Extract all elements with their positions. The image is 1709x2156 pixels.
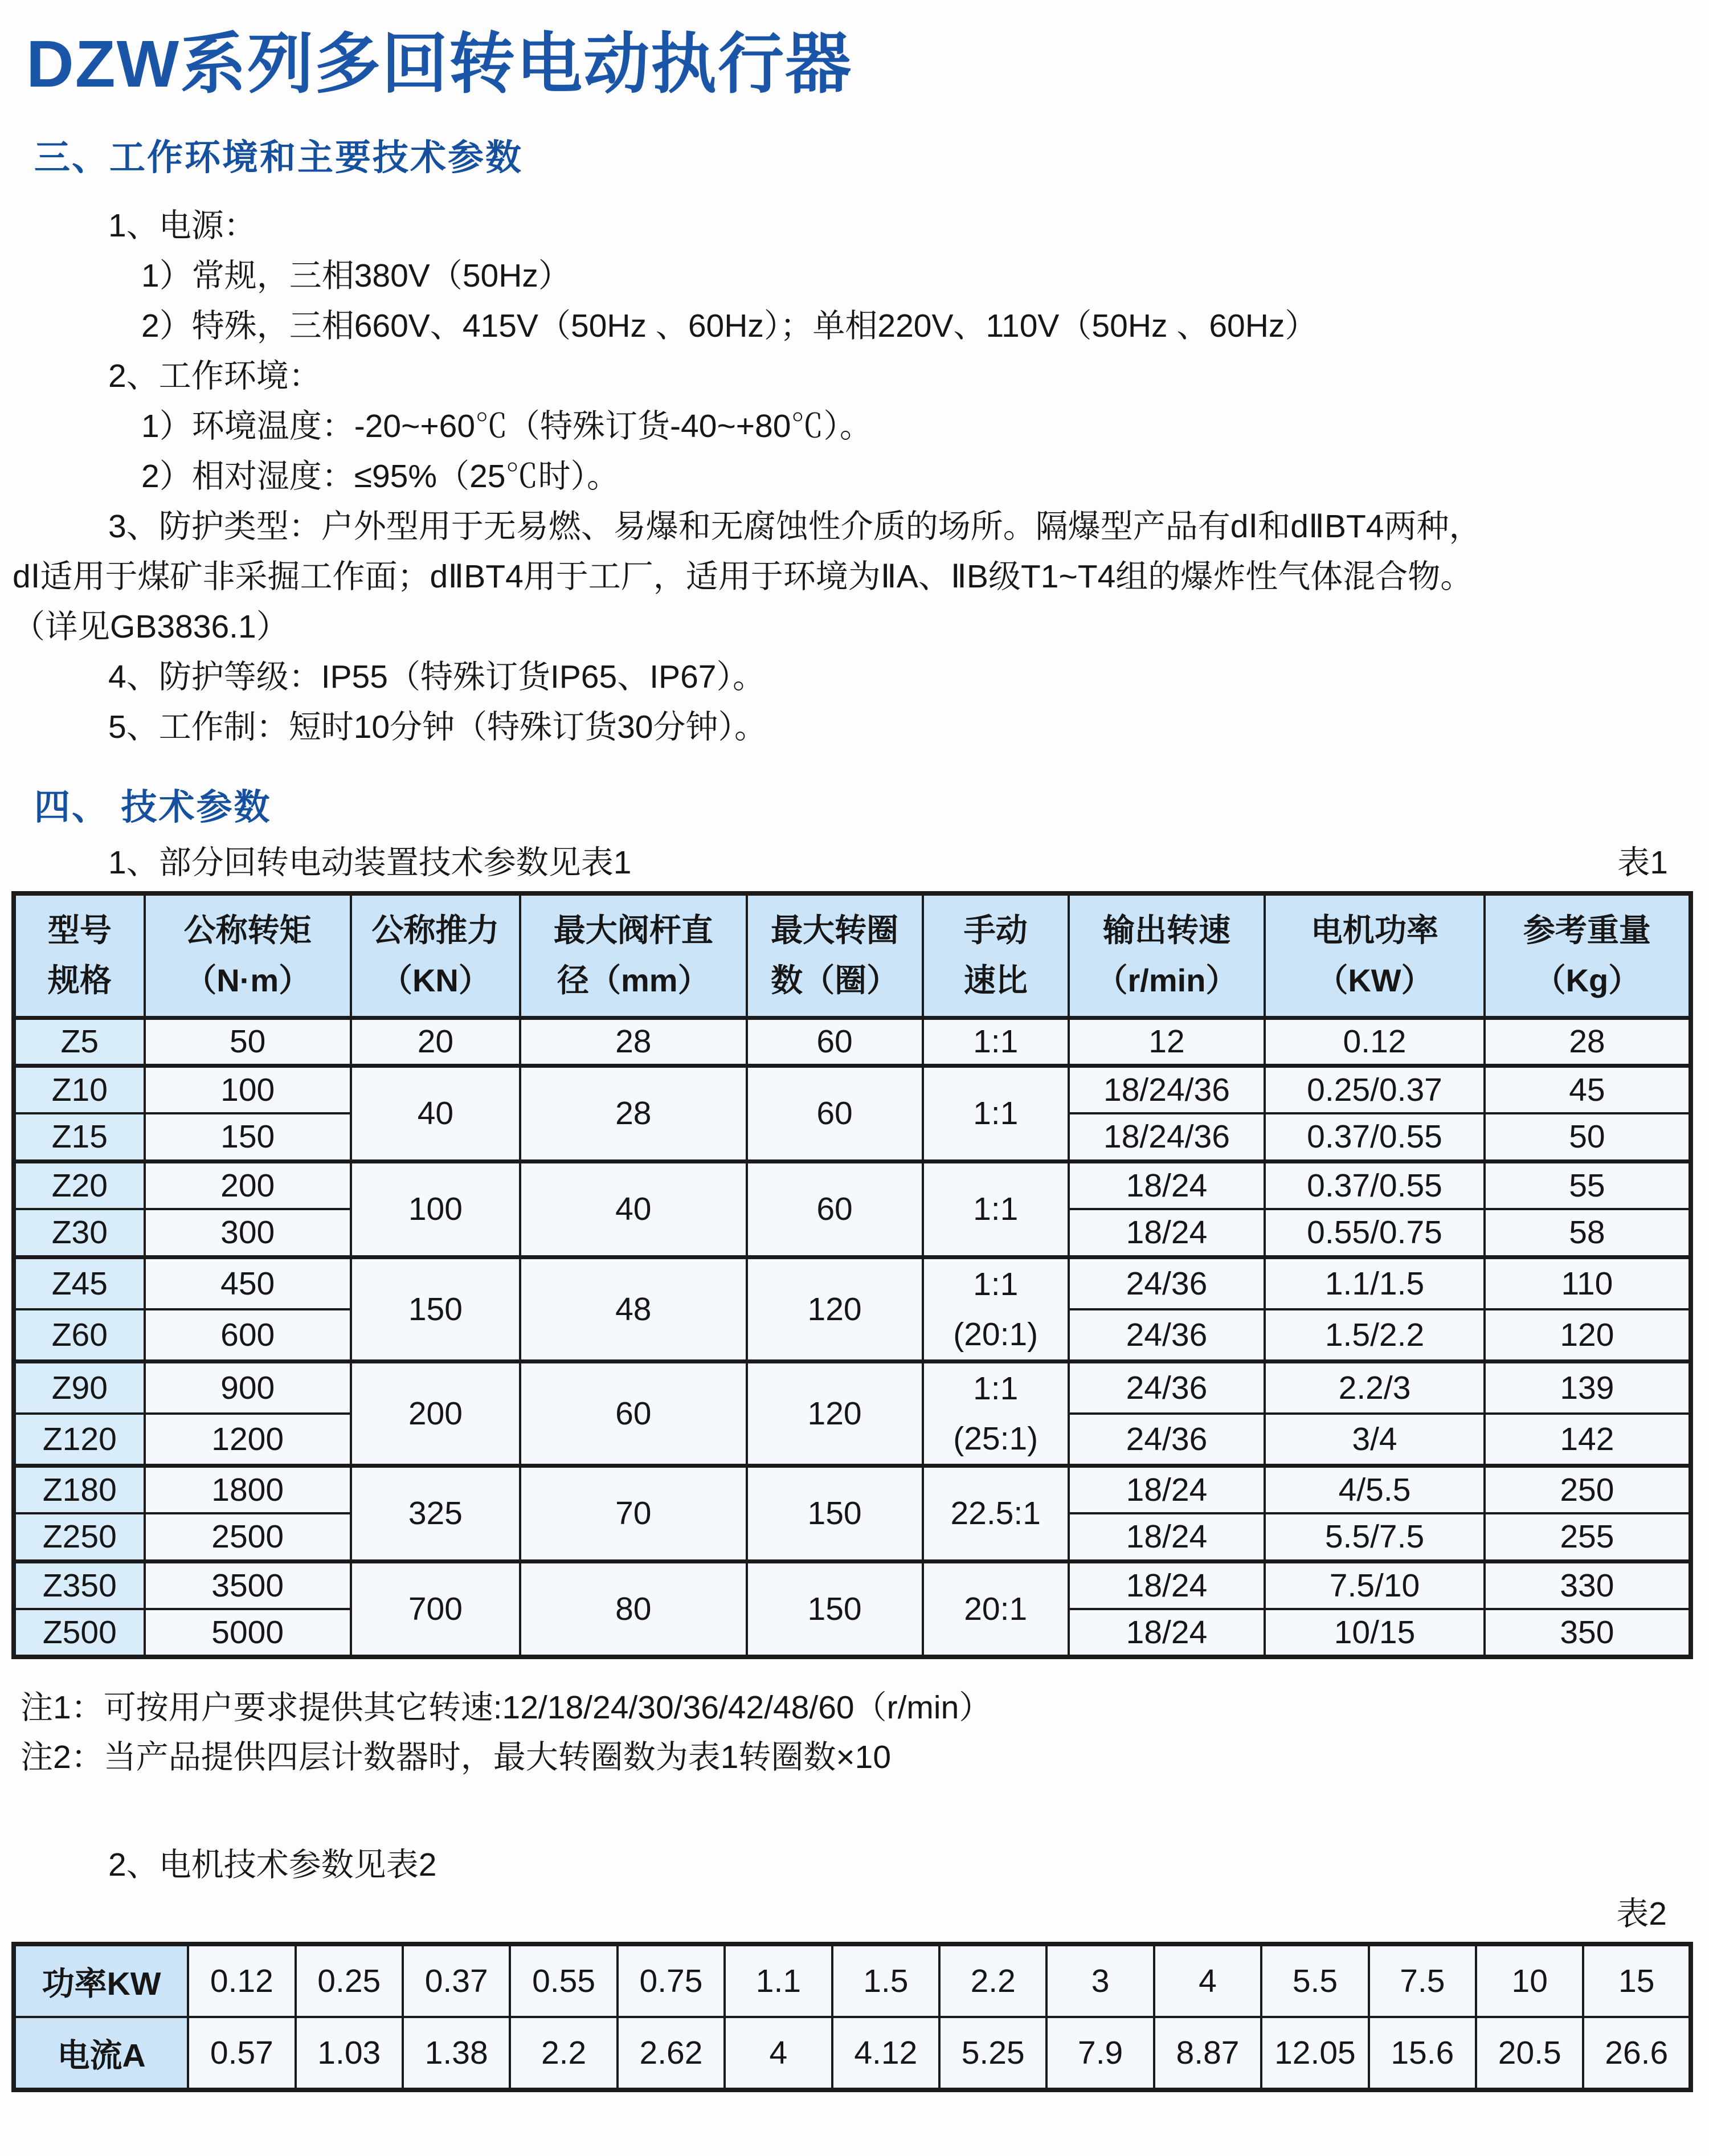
cell-g350500-ratio: 20:1 xyxy=(923,1561,1069,1657)
cell-z10-speed: 18/24/36 xyxy=(1069,1065,1265,1113)
cell-z30-model: Z30 xyxy=(14,1209,145,1257)
t1-header-stem-diameter: 最大阀杆直 径（mm） xyxy=(520,893,746,1018)
t2-power-value: 4 xyxy=(1154,1944,1261,2017)
cell-g90120-ratio xyxy=(923,1361,1069,1465)
cell-z45-weight: 110 xyxy=(1485,1257,1691,1309)
cell-z60-speed: 24/36 xyxy=(1069,1309,1265,1362)
cell-z20-speed: 18/24 xyxy=(1069,1161,1265,1209)
paragraph-line: 5、工作制：短时10分钟（特殊订货30分钟）。 xyxy=(108,709,767,745)
cell-z45-torque: 450 xyxy=(145,1257,351,1309)
table1 xyxy=(11,891,1693,1659)
table1-intro: 1、部分回转电动装置技术参数见表1 xyxy=(108,844,632,881)
cell-g180250-ratio: 22.5:1 xyxy=(923,1465,1069,1561)
cell-z90-speed: 24/36 xyxy=(1069,1361,1265,1414)
cell-z5-ratio: 1:1 xyxy=(923,1018,1069,1065)
paragraph-line: 2）相对湿度：≤95%（25℃时）。 xyxy=(141,458,619,495)
cell-g90120-turns: 120 xyxy=(747,1361,923,1465)
cell-z30-torque: 300 xyxy=(145,1209,351,1257)
paragraph-line: 2、工作环境： xyxy=(108,358,321,394)
t1-header-motor-power: 电机功率 （KW） xyxy=(1265,893,1485,1018)
cell-z120-power: 3/4 xyxy=(1265,1414,1485,1466)
t2-power-value: 0.37 xyxy=(403,1944,510,2017)
cell-z20-model: Z20 xyxy=(14,1161,145,1209)
t2-power-value: 0.55 xyxy=(510,1944,617,2017)
t2-power-value: 5.5 xyxy=(1261,1944,1368,2017)
cell-g4560-stem: 48 xyxy=(520,1257,746,1361)
cell-z250-torque: 2500 xyxy=(145,1513,351,1561)
cell-z90-model: Z90 xyxy=(14,1361,145,1414)
cell-z180-speed: 18/24 xyxy=(1069,1465,1265,1513)
cell-z250-power: 5.5/7.5 xyxy=(1265,1513,1485,1561)
t2-current-value: 7.9 xyxy=(1046,2017,1154,2090)
paragraph-line: 3、防护类型：户外型用于无易燃、易爆和无腐蚀性介质的场所。隔爆型产品有dⅠ和dⅡBT4两种， xyxy=(108,508,1482,545)
cell-z250-speed: 18/24 xyxy=(1069,1513,1265,1561)
cell-z500-weight: 350 xyxy=(1485,1609,1691,1657)
t1-header-max-turns: 最大转圈 数（圈） xyxy=(747,893,923,1018)
t2-power-value: 0.12 xyxy=(188,1944,295,2017)
cell-z500-model: Z500 xyxy=(14,1609,145,1657)
t2-current-value: 15.6 xyxy=(1369,2017,1476,2090)
cell-z10-weight: 45 xyxy=(1485,1065,1691,1113)
cell-g4560-thrust: 150 xyxy=(351,1257,520,1361)
t2-power-value: 3 xyxy=(1046,1944,1154,2017)
table-row-z20 xyxy=(14,1161,1691,1209)
cell-g4560-turns: 120 xyxy=(747,1257,923,1361)
cell-z15-speed: 18/24/36 xyxy=(1069,1113,1265,1161)
table1-caption: 表1 xyxy=(1617,844,1668,881)
cell-z250-weight: 255 xyxy=(1485,1513,1691,1561)
table-row-z45 xyxy=(14,1257,1691,1309)
ratio-line-1: 1:1 xyxy=(973,1265,1019,1302)
cell-z350-model: Z350 xyxy=(14,1561,145,1609)
cell-z350-torque: 3500 xyxy=(145,1561,351,1609)
t2-power-value: 1.1 xyxy=(725,1944,832,2017)
cell-g350500-thrust: 700 xyxy=(351,1561,520,1657)
cell-z30-power: 0.55/0.75 xyxy=(1265,1209,1485,1257)
t2-power-value: 15 xyxy=(1583,1944,1691,2017)
t2-current-value: 1.03 xyxy=(296,2017,403,2090)
cell-z10-model: Z10 xyxy=(14,1065,145,1113)
cell-z120-torque: 1200 xyxy=(145,1414,351,1466)
cell-z180-power: 4/5.5 xyxy=(1265,1465,1485,1513)
cell-z5-model: Z5 xyxy=(14,1018,145,1065)
paragraph-line: 4、防护等级：IP55（特殊订货IP65、IP67）。 xyxy=(108,659,765,695)
cell-z90-torque: 900 xyxy=(145,1361,351,1414)
t2-current-value: 26.6 xyxy=(1583,2017,1691,2090)
cell-z120-model: Z120 xyxy=(14,1414,145,1466)
cell-z5-torque: 50 xyxy=(145,1018,351,1065)
table2-power-row xyxy=(14,1944,1691,2017)
cell-z90-weight: 139 xyxy=(1485,1361,1691,1414)
cell-z30-speed: 18/24 xyxy=(1069,1209,1265,1257)
t2-power-value: 10 xyxy=(1476,1944,1583,2017)
cell-z15-model: Z15 xyxy=(14,1113,145,1161)
page-title: DZW系列多回转电动执行器 xyxy=(26,27,853,101)
cell-z45-speed: 24/36 xyxy=(1069,1257,1265,1309)
note-2: 注2：当产品提供四层计数器时，最大转圈数为表1转圈数×10 xyxy=(21,1739,892,1775)
t2-current-value: 12.05 xyxy=(1261,2017,1368,2090)
cell-g1015-thrust: 40 xyxy=(351,1065,520,1161)
t2-current-value: 4.12 xyxy=(832,2017,939,2090)
t1-header-manual-ratio: 手动 速比 xyxy=(923,893,1069,1018)
cell-z250-model: Z250 xyxy=(14,1513,145,1561)
cell-g350500-turns: 150 xyxy=(747,1561,923,1657)
t1-header-torque: 公称转矩 （N·m） xyxy=(145,893,351,1018)
cell-z120-speed: 24/36 xyxy=(1069,1414,1265,1466)
t2-power-value: 0.25 xyxy=(296,1944,403,2017)
paragraph-line: （详见GB3836.1） xyxy=(13,609,289,645)
section3-heading: 三、工作环境和主要技术参数 xyxy=(34,138,523,178)
cell-z180-model: Z180 xyxy=(14,1465,145,1513)
t2-current-value: 1.38 xyxy=(403,2017,510,2090)
table-row-z180 xyxy=(14,1465,1691,1513)
cell-z350-speed: 18/24 xyxy=(1069,1561,1265,1609)
cell-g350500-stem: 80 xyxy=(520,1561,746,1657)
paragraph-line: 1、电源： xyxy=(108,207,256,244)
cell-z5-speed: 12 xyxy=(1069,1018,1265,1065)
cell-z20-weight: 55 xyxy=(1485,1161,1691,1209)
table2-current-row xyxy=(14,2017,1691,2090)
t2-power-value: 7.5 xyxy=(1369,1944,1476,2017)
cell-z20-torque: 200 xyxy=(145,1161,351,1209)
cell-z5-power: 0.12 xyxy=(1265,1018,1485,1065)
t1-header-model: 型号 规格 xyxy=(14,893,145,1018)
cell-z60-torque: 600 xyxy=(145,1309,351,1362)
cell-z500-torque: 5000 xyxy=(145,1609,351,1657)
table1-header-row xyxy=(14,893,1691,1018)
table-row-z10 xyxy=(14,1065,1691,1113)
paragraph-line: 1）环境温度：-20~+60℃（特殊订货-40~+80℃）。 xyxy=(141,408,872,444)
cell-g4560-ratio xyxy=(923,1257,1069,1361)
t2-power-value: 0.75 xyxy=(618,1944,725,2017)
cell-z500-power: 10/15 xyxy=(1265,1609,1485,1657)
t2-current-value: 0.57 xyxy=(188,2017,295,2090)
cell-g2030-stem: 40 xyxy=(520,1161,746,1257)
t2-power-label: 功率KW xyxy=(14,1944,188,2017)
cell-g1015-turns: 60 xyxy=(747,1065,923,1161)
t2-current-value: 4 xyxy=(725,2017,832,2090)
cell-z60-weight: 120 xyxy=(1485,1309,1691,1362)
ratio-line-1: 1:1 xyxy=(973,1370,1019,1407)
cell-g2030-ratio: 1:1 xyxy=(923,1161,1069,1257)
cell-z5-turns: 60 xyxy=(747,1018,923,1065)
cell-z350-power: 7.5/10 xyxy=(1265,1561,1485,1609)
cell-g180250-turns: 150 xyxy=(747,1465,923,1561)
table-row-z350 xyxy=(14,1561,1691,1609)
t2-current-label: 电流A xyxy=(14,2017,188,2090)
cell-z10-torque: 100 xyxy=(145,1065,351,1113)
cell-z120-weight: 142 xyxy=(1485,1414,1691,1466)
cell-z350-weight: 330 xyxy=(1485,1561,1691,1609)
t2-current-value: 2.62 xyxy=(618,2017,725,2090)
t1-header-ref-weight: 参考重量 （Kg） xyxy=(1485,893,1691,1018)
cell-g180250-thrust: 325 xyxy=(351,1465,520,1561)
table1-intro-row xyxy=(108,842,1668,883)
t2-power-value: 2.2 xyxy=(939,1944,1046,2017)
t2-current-value: 8.87 xyxy=(1154,2017,1261,2090)
ratio-line-2: (25:1) xyxy=(953,1420,1039,1457)
cell-g2030-thrust: 100 xyxy=(351,1161,520,1257)
cell-g1015-ratio: 1:1 xyxy=(923,1065,1069,1161)
t2-power-value: 1.5 xyxy=(832,1944,939,2017)
cell-z45-power: 1.1/1.5 xyxy=(1265,1257,1485,1309)
table2 xyxy=(11,1942,1693,2092)
t2-current-value: 20.5 xyxy=(1476,2017,1583,2090)
section3-body xyxy=(0,201,1709,752)
cell-g180250-stem: 70 xyxy=(520,1465,746,1561)
cell-z10-power: 0.25/0.37 xyxy=(1265,1065,1485,1113)
cell-g2030-turns: 60 xyxy=(747,1161,923,1257)
cell-g1015-stem: 28 xyxy=(520,1065,746,1161)
table2-intro: 2、电机技术参数见表2 xyxy=(108,1847,437,1883)
section-working-environment xyxy=(0,134,1709,752)
cell-z15-weight: 50 xyxy=(1485,1113,1691,1161)
cell-z30-weight: 58 xyxy=(1485,1209,1691,1257)
table2-caption: 表2 xyxy=(1616,1896,1667,1932)
table-row-z90 xyxy=(14,1361,1691,1414)
cell-z20-power: 0.37/0.55 xyxy=(1265,1161,1485,1209)
t2-current-value: 5.25 xyxy=(939,2017,1046,2090)
note-1: 注1：可按用户要求提供其它转速:12/18/24/30/36/42/48/60（r/min） xyxy=(21,1689,992,1726)
paragraph-line: 2）特殊，三相660V、415V（50Hz 、60Hz）；单相220V、110V（50Hz 、60Hz） xyxy=(141,308,1318,344)
cell-z500-speed: 18/24 xyxy=(1069,1609,1265,1657)
cell-z180-weight: 250 xyxy=(1485,1465,1691,1513)
table-row-z5 xyxy=(14,1018,1691,1065)
t1-header-output-speed: 输出转速 （r/min） xyxy=(1069,893,1265,1018)
cell-g90120-stem: 60 xyxy=(520,1361,746,1465)
section4-heading: 四、 技术参数 xyxy=(34,787,272,827)
cell-z60-model: Z60 xyxy=(14,1309,145,1362)
cell-z45-model: Z45 xyxy=(14,1257,145,1309)
paragraph-line: dⅠ适用于煤矿非采掘工作面；dⅡBT4用于工厂，适用于环境为ⅡA、ⅡB级T1~T4组的爆炸性气体混合物。 xyxy=(13,558,1473,595)
section-technical-parameters xyxy=(0,784,1709,2092)
ratio-line-2: (20:1) xyxy=(953,1316,1039,1353)
cell-z15-torque: 150 xyxy=(145,1113,351,1161)
cell-z5-stem: 28 xyxy=(520,1018,746,1065)
t1-header-thrust: 公称推力 （KN） xyxy=(351,893,520,1018)
cell-z15-power: 0.37/0.55 xyxy=(1265,1113,1485,1161)
cell-z180-torque: 1800 xyxy=(145,1465,351,1513)
paragraph-line: 1）常规，三相380V（50Hz） xyxy=(141,258,571,294)
t2-current-value: 2.2 xyxy=(510,2017,617,2090)
cell-z90-power: 2.2/3 xyxy=(1265,1361,1485,1414)
cell-z5-thrust: 20 xyxy=(351,1018,520,1065)
cell-g90120-thrust: 200 xyxy=(351,1361,520,1465)
cell-z5-weight: 28 xyxy=(1485,1018,1691,1065)
cell-z60-power: 1.5/2.2 xyxy=(1265,1309,1485,1362)
table1-notes xyxy=(21,1683,1709,1782)
